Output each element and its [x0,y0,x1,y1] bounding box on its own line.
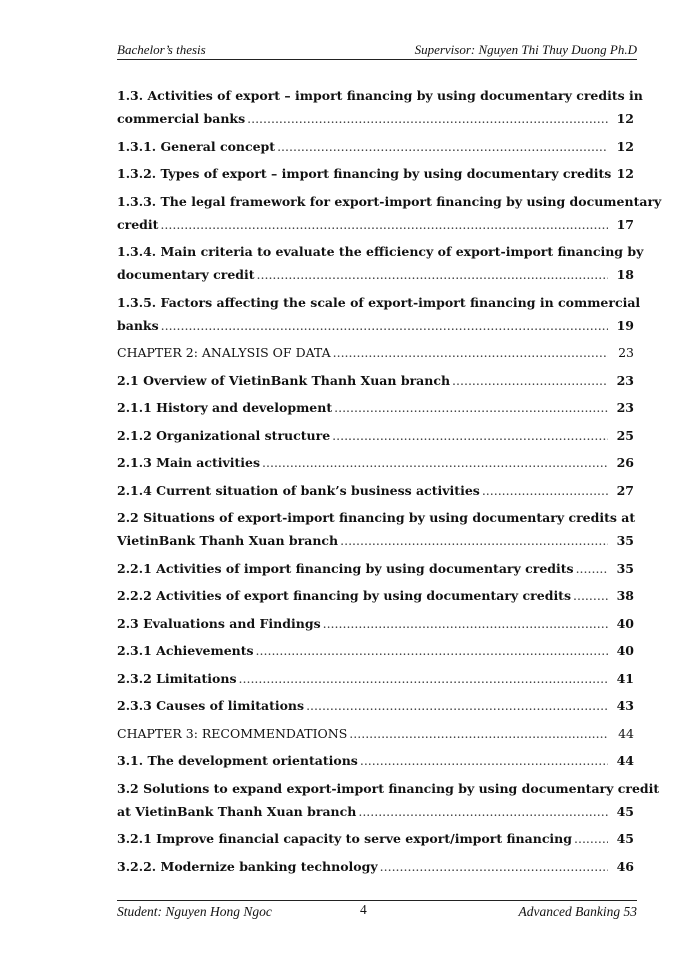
toc-entry-page: 27 [616,482,634,498]
toc-entry-title-line: CHAPTER 3: RECOMMENDATIONS [117,725,348,741]
toc-entry-page: 12 [616,166,634,181]
toc-entry[interactable] [117,369,634,392]
toc-entry-title-line: commercial banks [117,111,246,126]
toc-entry[interactable] [117,162,634,185]
toc-entry[interactable] [117,190,662,236]
toc-entry[interactable] [117,451,634,474]
toc-entry-title-line: 1.3.1. General concept [117,138,276,154]
toc-entry[interactable] [117,855,634,878]
toc-entry-title-line: 3.2 Solutions to expand export-import financing by using documentary credit [117,780,660,796]
toc-entry-page: 12 [616,111,634,126]
toc-entry[interactable] [117,777,660,823]
dot-leader [576,557,608,580]
toc-entry-title-line: CHAPTER 2: ANALYSIS OF DATA [117,345,331,360]
toc-entry-page: 45 [616,803,634,819]
toc-entry[interactable] [117,749,634,772]
dot-leader [247,107,608,130]
toc-entry-title-line: 1.3.2. Types of export – import financing by using documentary credits [117,166,612,181]
toc-entry-title-line: 2.1.3 Main activities [117,455,261,470]
toc-entry-title-line: VietinBank Thanh Xuan branch [117,533,339,548]
dot-leader [306,694,608,717]
toc-entry-page: 43 [616,698,634,713]
dot-leader [333,341,608,364]
toc-entry[interactable] [117,584,634,607]
toc-entry-title-line: 3.2.2. Modernize banking technology [117,858,378,874]
toc-entry[interactable] [117,396,634,419]
toc-entry-page: 40 [616,643,634,658]
toc-entry-page: 23 [618,345,634,360]
toc-entry[interactable] [117,135,634,158]
toc-entry-title-line: 2.2.2 Activities of export financing by using documentary credits [117,588,571,603]
dot-leader [332,424,608,447]
toc-entry-title-line: 2.3.1 Achievements [117,643,254,658]
dot-leader [358,800,608,823]
table-of-contents [117,84,662,882]
toc-entry-page: 25 [616,427,634,443]
toc-entry-page: 46 [616,858,634,874]
dot-leader [573,584,608,607]
toc-entry-title-line: 1.3.5. Factors affecting the scale of export-import financing in commercial [117,294,641,310]
toc-entry-title-line: 2.3.2 Limitations [117,670,237,686]
toc-entry-page: 12 [616,138,634,154]
toc-entry-page: 35 [616,533,634,548]
toc-entry-page: 17 [616,216,634,232]
toc-entry-page: 38 [616,588,634,603]
toc-entry-title-line: banks [117,317,159,333]
toc-entry[interactable] [117,84,643,130]
toc-entry-page: 18 [616,267,634,282]
toc-entry-title-line: at VietinBank Thanh Xuan branch [117,803,357,819]
dot-leader [262,451,608,474]
toc-entry-title-line: 2.3 Evaluations and Findings [117,615,321,631]
page-footer [117,900,637,923]
toc-entry-title-line: 2.2 Situations of export-import financing by using documentary credits at [117,510,636,525]
toc-entry[interactable] [117,479,634,502]
dot-leader [256,639,608,662]
toc-entry-page: 44 [618,725,634,741]
toc-entry-title-line: 2.1.1 History and development [117,400,333,415]
toc-entry[interactable] [117,639,634,662]
toc-entry-page: 35 [616,560,634,576]
dot-leader [161,314,608,337]
toc-entry-title-line: 1.3.4. Main criteria to evaluate the efficiency of export-import financing by [117,244,644,259]
dot-leader [349,722,608,745]
toc-entry[interactable] [117,557,634,580]
dot-leader [239,667,608,690]
footer-right: Advanced Banking 53 [518,904,637,919]
dot-leader [334,396,608,419]
toc-entry-title-line: 2.1 Overview of VietinBank Thanh Xuan branch [117,372,451,388]
toc-entry[interactable] [117,667,634,690]
toc-entry-title-line: 2.1.2 Organizational structure [117,427,331,443]
dot-leader [452,369,608,392]
header-right: Supervisor: Nguyen Thi Thuy Duong Ph.D [414,42,637,57]
toc-entry-title-line: 2.3.3 Causes of limitations [117,698,305,713]
dot-leader [340,529,608,552]
toc-entry-title-line: credit [117,216,159,232]
dot-leader [574,827,608,850]
dot-leader [257,263,608,286]
dot-leader [360,749,608,772]
toc-entry-page: 41 [616,670,634,686]
toc-entry[interactable] [117,722,634,745]
toc-entry-page: 45 [616,831,634,846]
toc-entry-page: 40 [616,615,634,631]
toc-entry-page: 44 [616,753,634,768]
toc-entry-title-line: 1.3.3. The legal framework for export-import financing by using documentary [117,193,662,209]
toc-entry-page: 26 [616,455,634,470]
toc-entry[interactable] [117,827,634,850]
toc-entry-page: 23 [616,372,634,388]
toc-entry[interactable] [117,291,641,337]
toc-entry[interactable] [117,506,634,552]
toc-entry-page: 19 [616,317,634,333]
dot-leader [277,135,608,158]
toc-entry[interactable] [117,694,634,717]
footer-page-number: 4 [360,902,367,917]
toc-entry[interactable] [117,240,644,286]
dot-leader [380,855,608,878]
toc-entry-page: 23 [616,400,634,415]
toc-entry-title-line: 3.2.1 Improve financial capacity to serve export/import financing [117,831,573,846]
dot-leader [160,213,608,236]
toc-entry-title-line: 3.1. The development orientations [117,753,358,768]
dot-leader [482,479,608,502]
page-header [117,41,637,60]
header-left: Bachelor’s thesis [117,42,206,57]
toc-entry-title-line: documentary credit [117,267,255,282]
toc-entry[interactable] [117,612,634,635]
toc-entry-title-line: 2.1.4 Current situation of bank’s business activities [117,482,480,498]
toc-entry[interactable] [117,424,634,447]
toc-entry[interactable] [117,341,634,364]
toc-entry-title-line: 2.2.1 Activities of import financing by using documentary credits [117,560,574,576]
footer-left: Student: Nguyen Hong Ngoc [117,904,272,919]
toc-entry-title-line: 1.3. Activities of export – import financing by using documentary credits in [117,88,643,103]
dot-leader [323,612,608,635]
